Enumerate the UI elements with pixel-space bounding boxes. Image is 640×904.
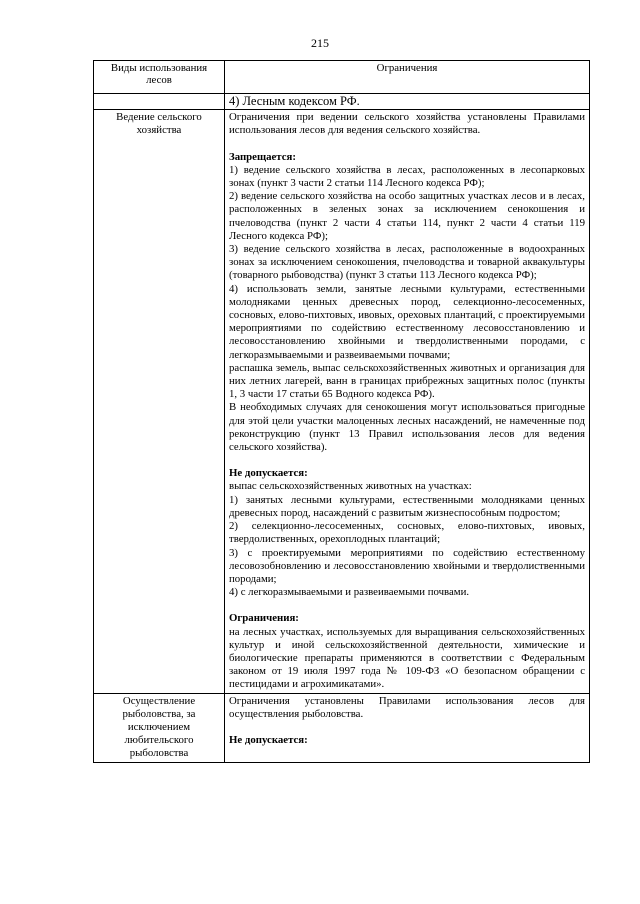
table-row [94, 693, 590, 762]
not-allowed-item: 1) занятых лесными культурами, естественными молодняками ценных древесных пород, насаждений с развитым жизнеспособным подростом; [229, 493, 585, 519]
row1-usage-cell: Ведение сельского хозяйства [94, 110, 225, 693]
not-allowed-item: 2) селекционно-лесосеменных, сосновых, елово-пихтовых, ивовых, твердолиственных, орехоплодных плантаций; [229, 520, 585, 546]
row1-intro: Ограничения при ведении сельского хозяйства установлены Правилами использования лесов для ведения сельского хозяйства. [229, 111, 585, 137]
row1-restriction-cell [225, 110, 590, 693]
prohibited-item: В необходимых случаях для сенокошения могут использоваться пригодные для этой цели участки малоценных лесных насаждений, не намеченные под реконструкцию (пункт 13 Правил использования лесов для ведения сельского хозяйства). [229, 401, 585, 454]
table-header-row [94, 61, 590, 94]
page-number: 215 [311, 36, 329, 50]
table-row [94, 94, 590, 110]
row1-prohibited-heading: Запрещается: [229, 150, 296, 163]
not-allowed-item: 3) с проектируемыми мероприятиями по содействию естественному лесовозобновлению и лесовосстановлению хвойными и твердолиственными породами; [229, 546, 585, 585]
row2-intro: Ограничения установлены Правилами использования лесов для осуществления рыболовства. [229, 694, 585, 720]
not-allowed-item: 4) с легкоразмываемыми и развеиваемыми почвами. [229, 586, 470, 599]
header-restrictions: Ограничения [225, 61, 590, 94]
prohibited-item: 3) ведение сельского хозяйства в лесах, расположенные в водоохранных зонах за исключением сенокошения, пчеловодства и товарной аквакультуры (товарного рыбоводства) (пункт 3 статьи 113 Лесного кодекса РФ); [229, 243, 585, 282]
row0-usage-cell [94, 94, 225, 110]
row1-not-allowed-heading: Не допускается: [229, 467, 308, 480]
prohibited-item: 1) ведение сельского хозяйства в лесах, расположенных в лесопарковых зонах (пункт 3 части 2 статьи 114 Лесного кодекса РФ); [229, 163, 585, 190]
row1-restrictions-text: на лесных участках, используемых для выращивания сельскохозяйственных культур и иной сельскохозяйственной деятельности, химические и биологические препараты применяются в соответствии с Федеральным законом от 19 июля 1997 года № 109-ФЗ «О безопасном обращении с пестицидами и агрохимикатами». [229, 625, 585, 691]
row2-not-allowed-heading: Не допускается: [229, 733, 308, 746]
row0-restriction-cell: 4) Лесным кодексом РФ. [225, 94, 590, 110]
table-row [94, 110, 590, 693]
header-usage-type: Виды использования лесов [94, 61, 225, 94]
row2-usage-cell: Осуществление рыболовства, за исключением любительского рыболовства [94, 693, 225, 762]
prohibited-item: 4) использовать земли, занятые лесными культурами, естественными молодняками ценных древесных пород, селекционно-лесосеменных, сосновых, елово-пихтовых, ивовых, ореховых плантаций, с проектируемыми мероприятиями по содействию естественному лесовосстановлению и лесовосстановлению хвойными и твердолиственными породами, с легкоразмываемыми и развеиваемыми почвами; [229, 282, 585, 361]
not-allowed-item: выпас сельскохозяйственных животных на участках: [229, 480, 472, 493]
prohibited-item: 2) ведение сельского хозяйства на особо защитных участках лесов и в лесах, расположенных в зеленых зонах за исключением сенокошения и пчеловодства (пункт 2 части 4 статьи 114, пункт 2 части 4 статьи 119 Лесного кодекса РФ); [229, 190, 585, 242]
row1-restrictions-heading: Ограничения: [229, 612, 299, 625]
restrictions-table [93, 60, 590, 763]
row2-restriction-cell [225, 693, 590, 762]
prohibited-item: распашка земель, выпас сельскохозяйственных животных и организация для них летних лагерей, ванн в границах прибрежных защитных полос (пункты 1, 3 части 17 статьи 65 Водного кодекса РФ). [229, 361, 585, 401]
